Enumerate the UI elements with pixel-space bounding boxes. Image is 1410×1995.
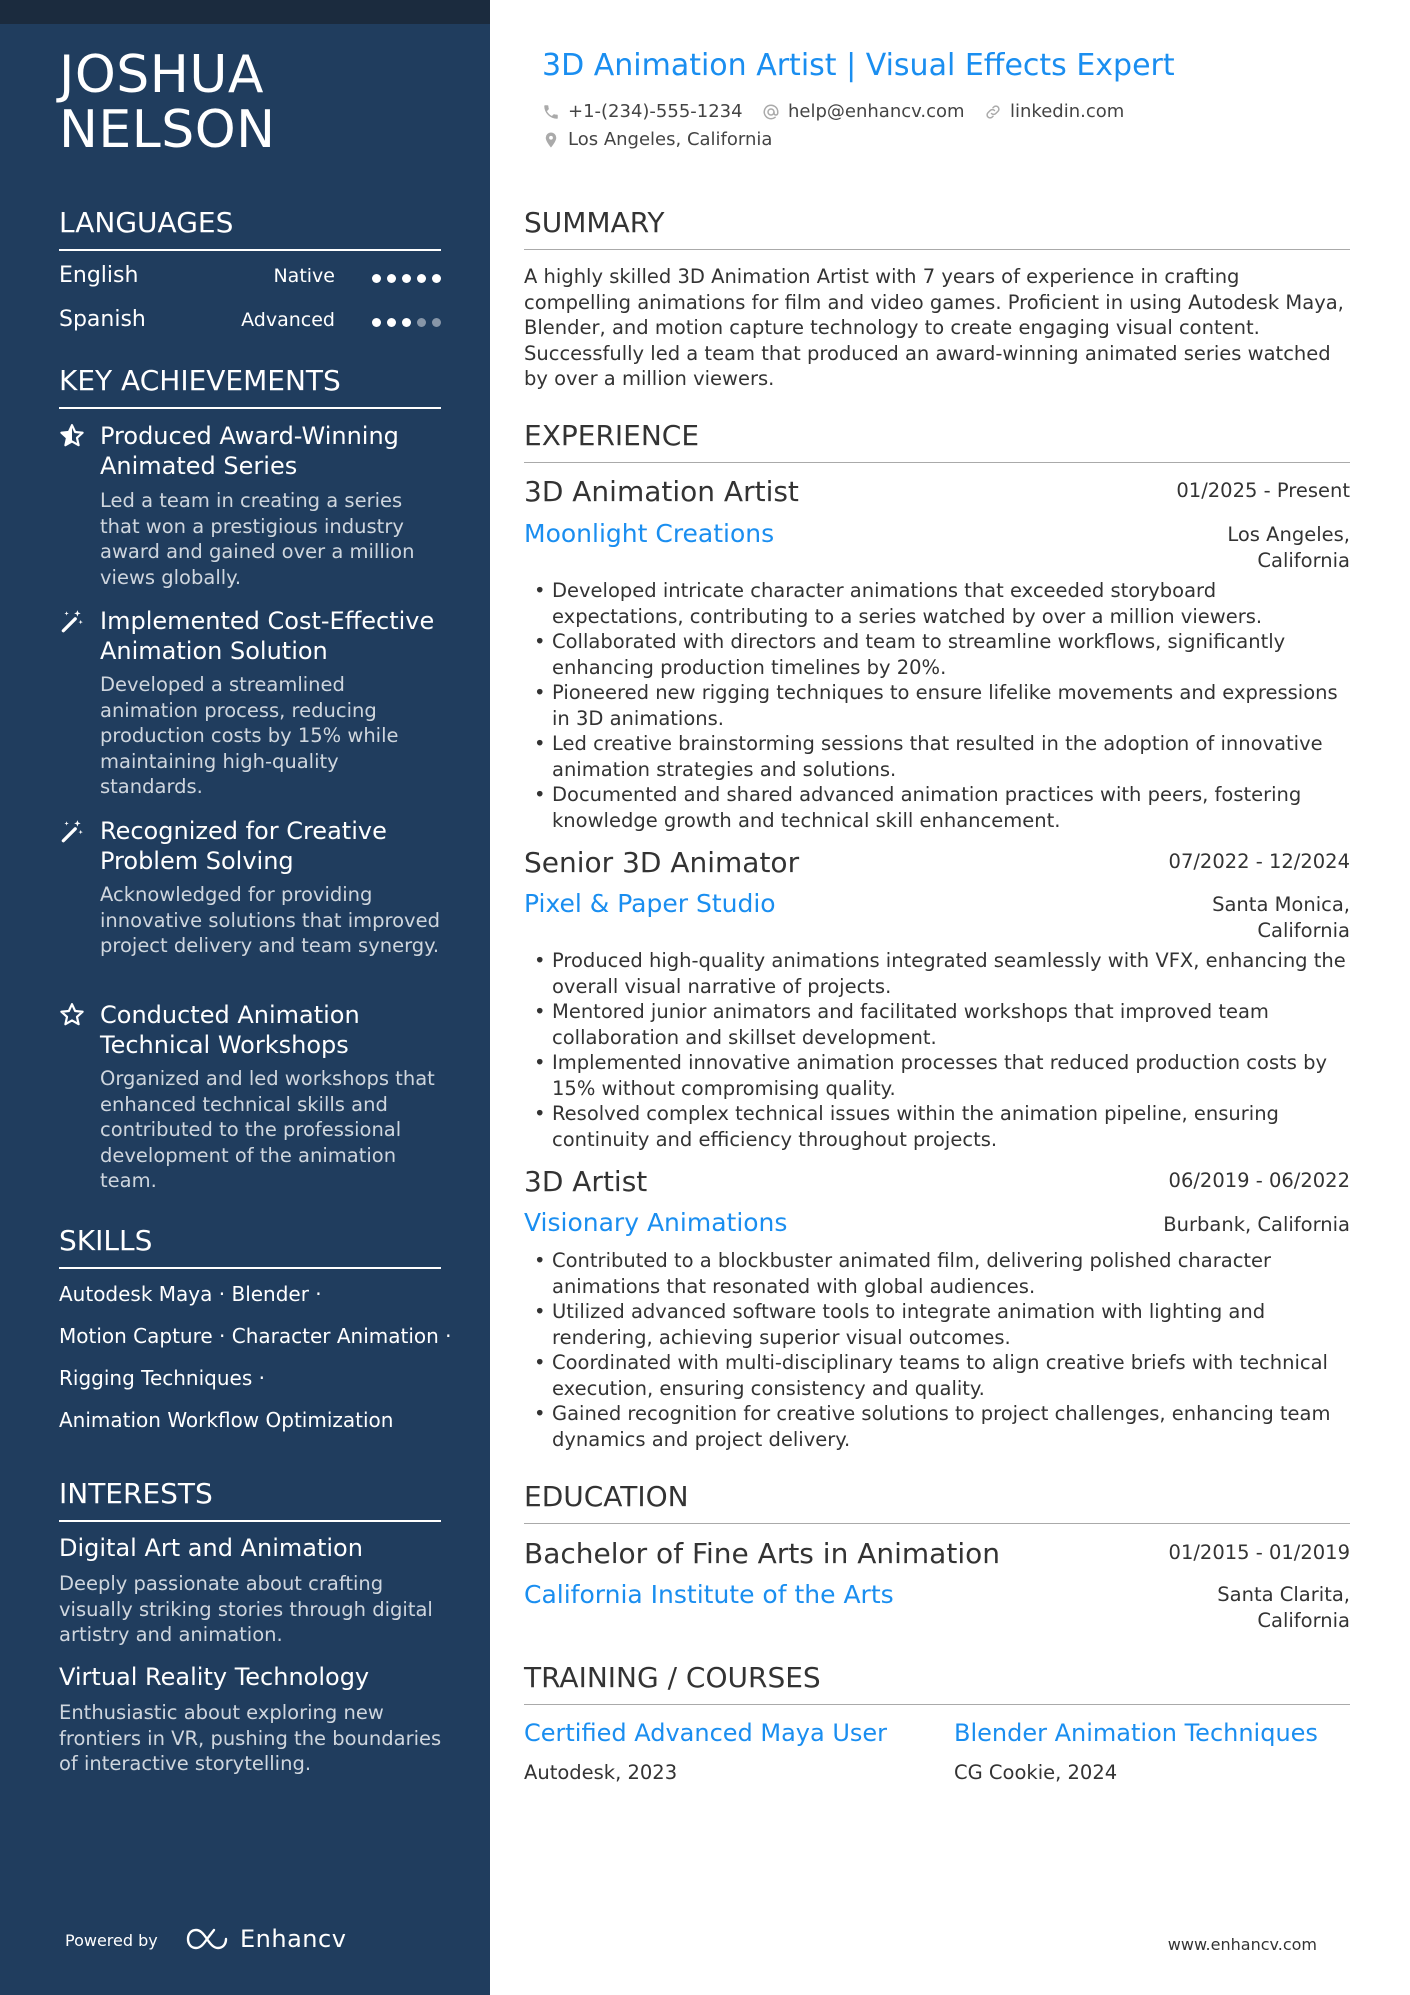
achievement-desc: Acknowledged for providing innovative solutions that improved project delivery and team synergy.	[100, 883, 440, 957]
job-bullet: • Produced high-quality animations integrated seamlessly with VFX, enhancing the overall visual narrative of projects.	[524, 948, 1350, 999]
education-location: Santa Clarita, California	[1217, 1583, 1350, 1632]
star-half-icon	[59, 423, 85, 449]
summary-text: A highly skilled 3D Animation Artist with 7 years of experience in crafting compelling animations for film and video games. Proficient in using Autodesk Maya, Blender, and motion capture technology to create engaging visual content. Successfully led a team that produced an award-winning animated series watched by over a million viewers.	[524, 265, 1344, 390]
contact-email	[762, 101, 965, 122]
skills-line: Autodesk Maya · Blender ·	[59, 1282, 322, 1306]
achievement-desc: Developed a streamlined animation process, reducing production costs by 15% while maintaining high-quality standards.	[100, 673, 399, 798]
enhancv-infinity-icon	[184, 1925, 230, 1953]
education-degree: Bachelor of Fine Arts in Animation	[524, 1537, 1000, 1570]
achievement-title: Produced Award-Winning Animated Series	[100, 422, 399, 480]
course-title: Blender Animation Techniques	[954, 1719, 1318, 1747]
job-bullets	[524, 578, 1350, 833]
achievement-desc: Led a team in creating a series that won a prestigious industry award and gained over a million views globally.	[100, 489, 415, 589]
location-pin-icon	[542, 130, 560, 150]
name-last: NELSON	[59, 100, 276, 160]
phone-text: +1-(234)-555-1234	[568, 101, 743, 122]
powered-by-label: Powered by	[65, 1931, 158, 1950]
language-row-spanish	[59, 307, 441, 339]
interest-title: Digital Art and Animation	[59, 1534, 363, 1562]
job-title: 3D Animation Artist	[524, 475, 799, 508]
job-bullet: • Led creative brainstorming sessions that resulted in the adoption of innovative animation strategies and solutions.	[524, 731, 1350, 782]
candidate-name	[59, 45, 276, 160]
education-date: 01/2015 - 01/2019	[1168, 1541, 1350, 1564]
interest-desc: Deeply passionate about crafting visually striking stories through digital artistry and animation.	[59, 1572, 433, 1646]
achievement-title: Recognized for Creative Problem Solving	[100, 817, 387, 875]
skills-line: Motion Capture · Character Animation ·	[59, 1324, 452, 1348]
main-content	[490, 0, 1410, 1995]
skills-title: SKILLS	[59, 1225, 441, 1269]
headline: 3D Animation Artist | Visual Effects Expert	[542, 48, 1175, 83]
training-title: TRAINING / COURSES	[524, 1662, 1350, 1705]
job-date: 01/2025 - Present	[1176, 479, 1350, 502]
education-title: EDUCATION	[524, 1481, 1350, 1524]
achievement-title: Conducted Animation Technical Workshops	[100, 1001, 360, 1059]
interest-title: Virtual Reality Technology	[59, 1663, 370, 1691]
location-text: Los Angeles, California	[568, 129, 773, 150]
job-location: Santa Monica, California	[1212, 893, 1350, 942]
language-proficiency-dots	[366, 312, 441, 328]
footer-website: www.enhancv.com	[1167, 1935, 1317, 1954]
language-level: Advanced	[241, 309, 335, 331]
magic-wand-icon	[59, 608, 85, 634]
skills-line: Rigging Techniques ·	[59, 1366, 265, 1390]
job-bullet: • Coordinated with multi-disciplinary teams to align creative briefs with technical execution, ensuring consistency and quality.	[524, 1350, 1350, 1401]
job-bullet: • Implemented innovative animation processes that reduced production costs by 15% without compromising quality.	[524, 1050, 1350, 1101]
link-icon	[984, 103, 1002, 121]
experience-title: EXPERIENCE	[524, 420, 1350, 463]
job-bullets	[524, 1248, 1350, 1452]
summary-title: SUMMARY	[524, 207, 1350, 250]
contact-phone	[542, 101, 743, 122]
job-bullet: • Collaborated with directors and team to streamline workflows, significantly enhancing production timelines by 20%.	[524, 629, 1350, 680]
phone-icon	[542, 103, 560, 121]
job-bullet: • Resolved complex technical issues within the animation pipeline, ensuring continuity and efficiency throughout projects.	[524, 1101, 1350, 1152]
job-bullet: • Documented and shared advanced animation practices with peers, fostering knowledge growth and technical skill enhancement.	[524, 782, 1350, 833]
language-name: English	[59, 263, 139, 288]
course-meta: CG Cookie, 2024	[954, 1761, 1118, 1784]
job-bullet: • Pioneered new rigging techniques to ensure lifelike movements and expressions in 3D animations.	[524, 680, 1350, 731]
name-first: JOSHUA	[59, 45, 265, 105]
enhancv-logo	[184, 1922, 346, 1956]
language-name: Spanish	[59, 307, 146, 332]
course-meta: Autodesk, 2023	[524, 1761, 678, 1784]
education-school: California Institute of the Arts	[524, 1580, 894, 1609]
magic-wand-icon	[59, 818, 85, 844]
language-proficiency-dots	[366, 268, 441, 284]
email-text: help@enhancv.com	[788, 101, 965, 122]
sidebar-top-strip	[0, 0, 490, 24]
job-bullet: • Utilized advanced software tools to integrate animation with lighting and rendering, achieving superior visual outcomes.	[524, 1299, 1350, 1350]
skills-line: Animation Workflow Optimization	[59, 1408, 394, 1432]
achievements-title: KEY ACHIEVEMENTS	[59, 365, 441, 409]
course-title: Certified Advanced Maya User	[524, 1719, 888, 1747]
job-company: Visionary Animations	[524, 1208, 788, 1237]
job-date: 07/2022 - 12/2024	[1168, 850, 1350, 873]
interest-desc: Enthusiastic about exploring new frontiers in VR, pushing the boundaries of interactive storytelling.	[59, 1701, 442, 1775]
languages-title: LANGUAGES	[59, 207, 441, 251]
job-title: 3D Artist	[524, 1165, 648, 1198]
job-date: 06/2019 - 06/2022	[1168, 1169, 1350, 1192]
job-location: Los Angeles, California	[1227, 523, 1350, 572]
achievement-title: Implemented Cost-Effective Animation Solution	[100, 607, 435, 665]
enhancv-wordmark: Enhancv	[240, 1925, 347, 1953]
language-level: Native	[273, 265, 335, 287]
job-bullet: • Gained recognition for creative solutions to project challenges, enhancing team dynamics and project delivery.	[524, 1401, 1350, 1452]
job-bullet: • Developed intricate character animations that exceeded storyboard expectations, contributing to a series watched by over a million viewers.	[524, 578, 1350, 629]
linkedin-text: linkedin.com	[1010, 101, 1125, 122]
job-location: Burbank, California	[1163, 1213, 1350, 1236]
job-title: Senior 3D Animator	[524, 846, 800, 879]
star-outline-icon	[59, 1002, 85, 1028]
at-sign-icon	[762, 103, 780, 121]
interests-title: INTERESTS	[59, 1478, 441, 1522]
achievement-desc: Organized and led workshops that enhanced technical skills and contributed to the professional development of the animation team.	[100, 1067, 435, 1192]
sidebar	[0, 0, 490, 1995]
contact-linkedin	[984, 101, 1124, 122]
language-row-english	[59, 263, 441, 295]
job-bullet: • Contributed to a blockbuster animated film, delivering polished character animations that resonated with global audiences.	[524, 1248, 1350, 1299]
job-company: Moonlight Creations	[524, 519, 775, 548]
job-bullet: • Mentored junior animators and facilitated workshops that improved team collaboration and skillset development.	[524, 999, 1350, 1050]
contact-location	[542, 129, 772, 150]
job-company: Pixel & Paper Studio	[524, 889, 776, 918]
job-bullets	[524, 948, 1350, 1152]
